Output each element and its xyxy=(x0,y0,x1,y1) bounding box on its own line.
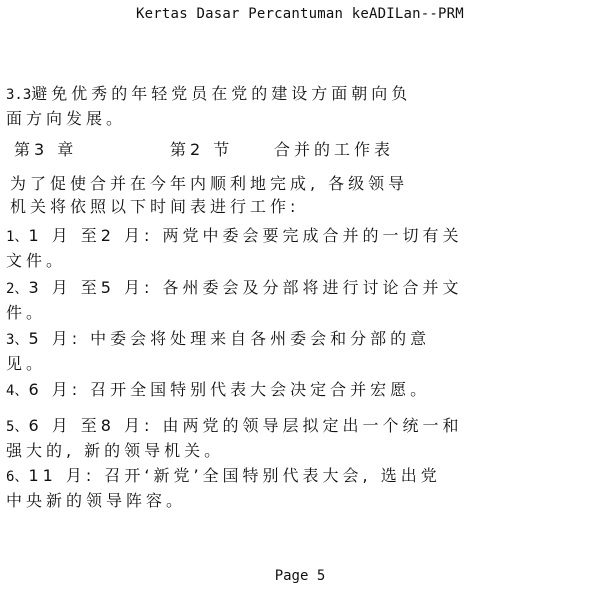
schedule-item xyxy=(6,464,596,512)
item-number: 2、 xyxy=(6,281,29,297)
section-3-3-paragraph xyxy=(6,82,596,130)
item-text: 11 月: 召开‘新党’全国特别代表大会, 选出党 xyxy=(28,466,441,485)
section-title: 合并的工作表 xyxy=(274,140,395,159)
item-text: 6 月 至8 月: 由两党的领导层拟定出一个统一和 xyxy=(28,416,463,435)
item-text: 5 月: 中委会将处理来自各州委会和分部的意 xyxy=(28,329,431,348)
paragraph-text: 机关将依照以下时间表进行工作: xyxy=(10,197,300,216)
chapter-label: 第3 章 xyxy=(14,140,78,159)
item-text: 件。 xyxy=(6,303,47,322)
page-number: Page 5 xyxy=(274,568,326,584)
section-label: 第2 节 xyxy=(170,140,234,159)
schedule-item xyxy=(6,414,596,462)
item-number: 5、 xyxy=(6,419,29,435)
item-text: 文件。 xyxy=(6,251,67,270)
item-number: 3、 xyxy=(6,332,29,348)
intro-paragraph xyxy=(10,172,600,218)
item-number: 4、 xyxy=(6,383,29,399)
paragraph-text: 避免优秀的年轻党员在党的建设方面朝向负 xyxy=(31,84,412,103)
item-text: 见。 xyxy=(6,354,47,373)
item-text: 1 月 至2 月: 两党中委会要完成合并的一切有关 xyxy=(28,226,463,245)
section-number: 3.3 xyxy=(6,87,32,103)
page-header: Kertas Dasar Percantuman keADILan--PRM xyxy=(136,6,464,22)
item-number: 1、 xyxy=(6,229,29,245)
item-text: 强大的, 新的领导机关。 xyxy=(6,441,225,460)
item-text: 6 月: 召开全国特别代表大会决定合并宏愿。 xyxy=(28,380,431,399)
schedule-item xyxy=(6,224,596,272)
paragraph-text: 为了促使合并在今年内顺利地完成, 各级领导 xyxy=(10,174,409,193)
schedule-item xyxy=(6,327,596,375)
item-number: 6、 xyxy=(6,469,29,485)
schedule-item xyxy=(6,276,596,324)
item-text: 中央新的领导阵容。 xyxy=(6,491,187,510)
item-text: 3 月 至5 月: 各州委会及分部将进行讨论合并文 xyxy=(28,278,463,297)
schedule-item xyxy=(6,378,596,403)
paragraph-text: 面方向发展。 xyxy=(6,109,127,128)
